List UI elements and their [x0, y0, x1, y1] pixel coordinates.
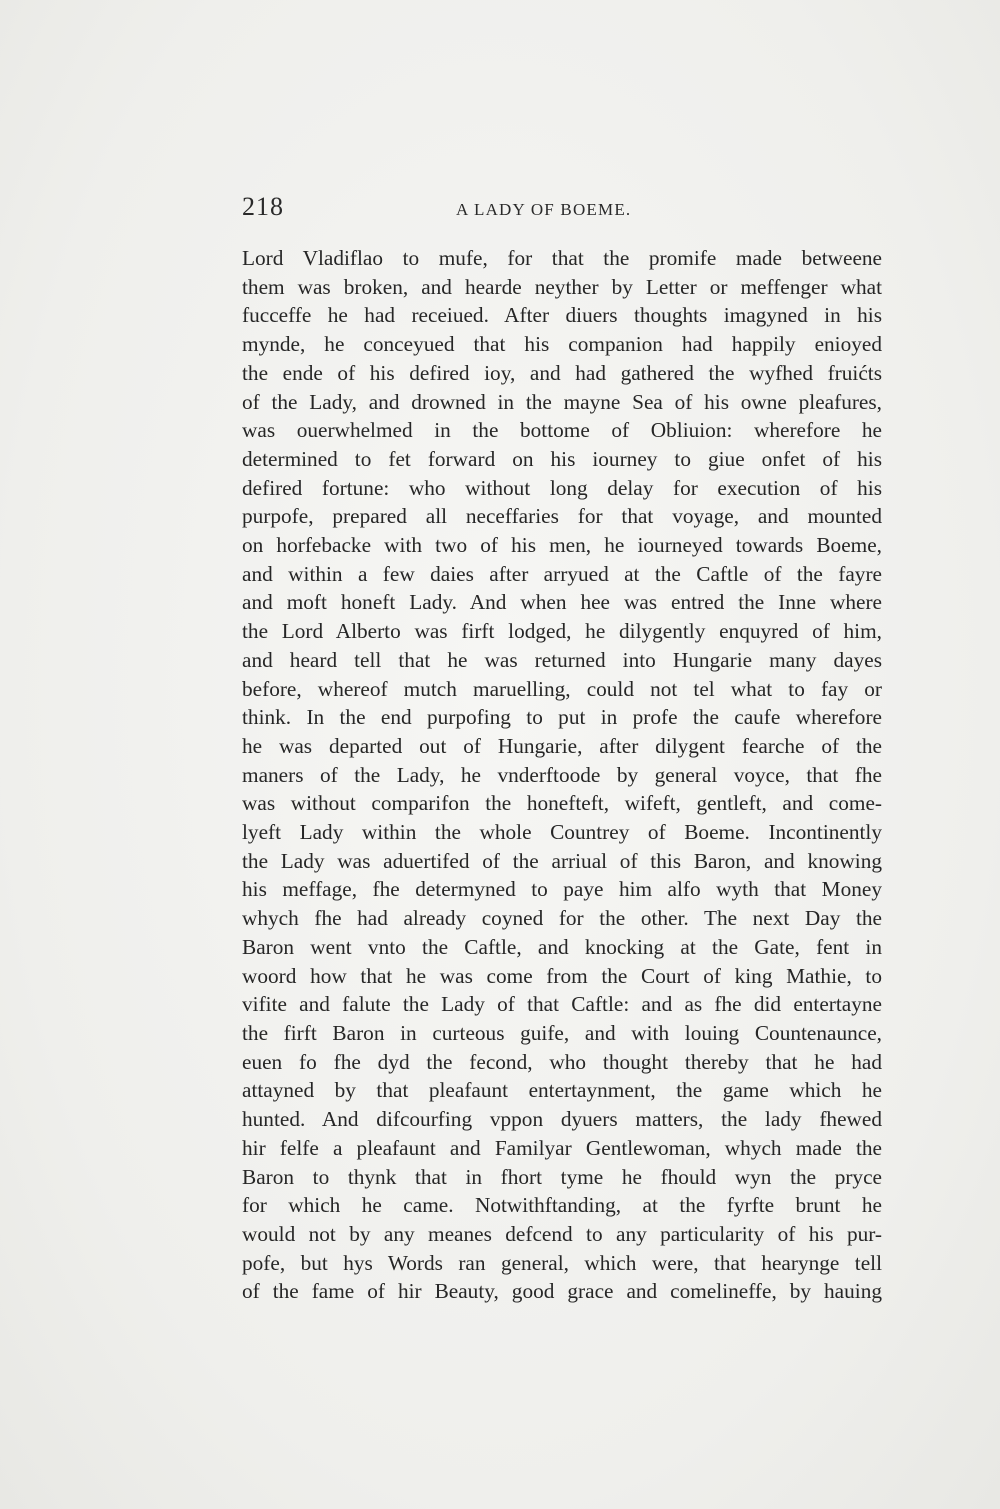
text-line: mynde, he conceyued that his companion had happily enioyed	[242, 332, 882, 357]
text-line: of the Lady, and drowned in the mayne Sea of his owne pleafures,	[242, 389, 882, 414]
text-line: the firft Baron in curteous guife, and with louing Countenaunce,	[242, 1020, 882, 1045]
text-line: fucceffe he had receiued. After diuers thoughts imagyned in his	[242, 303, 882, 328]
text-line: hunted. And difcourfing vppon dyuers matters, the lady fhewed	[242, 1107, 882, 1132]
text-line: the Lord Alberto was firft lodged, he dilygently enquyred of him,	[242, 619, 882, 644]
text-line: whych fhe had already coyned for the other. The next Day the	[242, 906, 882, 931]
text-line: the ende of his defired ioy, and had gathered the wyfhed fruićts	[242, 360, 882, 385]
text-line: lyeft Lady within the whole Countrey of Boeme. Incontinently	[242, 820, 882, 845]
text-line: defired fortune: who without long delay for execution of his	[242, 475, 882, 500]
text-line: maners of the Lady, he vnderftoode by general voyce, that fhe	[242, 762, 882, 787]
page-header	[242, 192, 882, 228]
text-line: purpofe, prepared all neceffaries for that voyage, and mounted	[242, 504, 882, 529]
text-line: the Lady was aduertifed of the arriual of this Baron, and knowing	[242, 848, 882, 873]
text-line: would not by any meanes defcend to any particularity of his pur-	[242, 1221, 882, 1246]
text-line: think. In the end purpofing to put in profe the caufe wherefore	[242, 705, 882, 730]
text-line: was without comparifon the honefteft, wifeft, gentleft, and come-	[242, 791, 882, 816]
text-line: attayned by that pleafaunt entertaynment, the game which he	[242, 1078, 882, 1103]
text-line: was ouerwhelmed in the bottome of Obliuion: wherefore he	[242, 418, 882, 443]
text-line: Lord Vladiflao to mufe, for that the promife made betweene	[242, 246, 882, 270]
text-line: before, whereof mutch maruelling, could not tel what to fay or	[242, 676, 882, 701]
text-line: and within a few daies after arryued at the Caftle of the fayre	[242, 561, 882, 586]
text-line: and moft honeft Lady. And when hee was entred the Inne where	[242, 590, 882, 615]
running-title: A LADY OF BOEME.	[456, 200, 632, 219]
text-line: for which he came. Notwithftanding, at the fyrfte brunt he	[242, 1193, 882, 1218]
text-line: determined to fet forward on his iourney to giue onfet of his	[242, 446, 882, 471]
body-text	[242, 244, 882, 1306]
text-line: vifite and falute the Lady of that Caftle: and as fhe did entertayne	[242, 992, 882, 1017]
text-line: them was broken, and hearde neyther by Letter or meffenger what	[242, 274, 882, 299]
text-line: pofe, but hys Words ran general, which were, that hearynge tell	[242, 1250, 882, 1275]
text-line: he was departed out of Hungarie, after dilygent fearche of the	[242, 733, 882, 758]
text-line: on horfebacke with two of his men, he iourneyed towards Boeme,	[242, 533, 882, 558]
text-line: Baron went vnto the Caftle, and knocking at the Gate, fent in	[242, 934, 882, 959]
text-line: of the fame of hir Beauty, good grace and comelineffe, by hauing	[242, 1279, 882, 1304]
text-line: hir felfe a pleafaunt and Familyar Gentlewoman, whych made the	[242, 1135, 882, 1160]
text-line: Baron to thynk that in fhort tyme he fhould wyn the pryce	[242, 1164, 882, 1189]
page-number: 218	[242, 192, 284, 221]
text-line: euen fo fhe dyd the fecond, who thought thereby that he had	[242, 1049, 882, 1074]
text-line: woord how that he was come from the Court of king Mathie, to	[242, 963, 882, 988]
text-line: his meffage, fhe determyned to paye him alfo wyth that Money	[242, 877, 882, 902]
text-line: and heard tell that he was returned into Hungarie many dayes	[242, 647, 882, 672]
